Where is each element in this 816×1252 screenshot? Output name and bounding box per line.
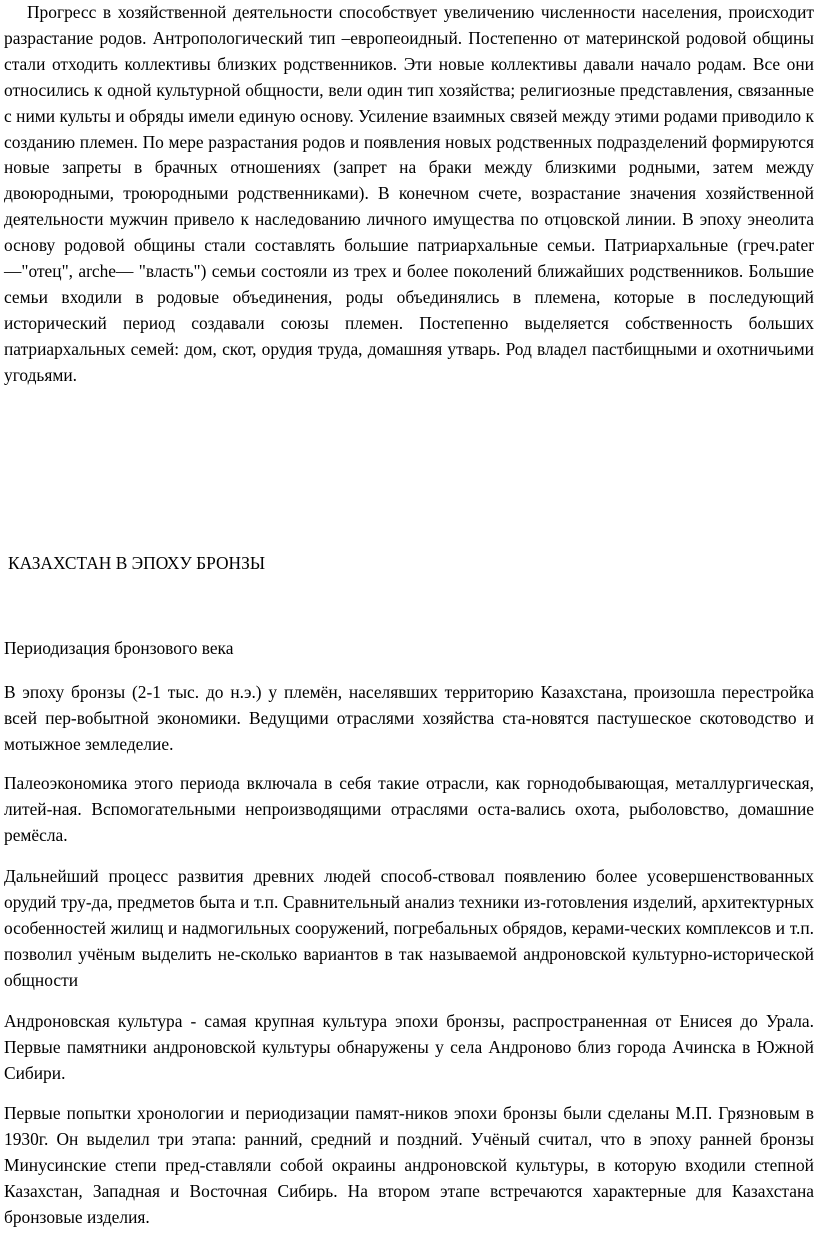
paragraph-bronze-age-economy: В эпоху бронзы (2-1 тыс. до н.э.) у племён, населявших территорию Казахстана, произошла перестройка всей пер-вобытной экономики. Ведущими отраслями хозяйства ста-новятся пастушеское скотоводство и мотыжное земледелие. — [4, 682, 814, 754]
section-title: КАЗАХСТАН В ЭПОХУ БРОНЗЫ — [8, 553, 265, 573]
subsection-title: Периодизация бронзового века — [4, 638, 234, 658]
paragraph-andronovo-culture: Андроновская культура - самая крупная культура эпохи бронзы, распространенная от Енисея до Урала. Первые памятники андроновской культуры обнаружены у села Андроново близ города Ачинска в Южной Сибири. — [4, 1011, 814, 1083]
intro-paragraph: Прогресс в хозяйственной деятельности способствует увеличению численности населения, происходит разрастание родов. Антропологический тип –европеоидный. Постепенно от материнской родовой общины стали отходить коллективы близких родственников. Эти новые коллективы давали начало родам. Все они относились к одной культурной общности, вели один тип хозяйства; религиозные представления, связанные с ними культы и обряды имели единую основу. Усиление взаимных связей между этими родами приводило к созданию племен. По мере разрастания родов и появления новых родственных подразделений формируются новые запреты в брачных отношениях (запрет на браки между близкими родными, затем между двоюродными, троюродными родственниками). В конечном счете, возрастание значения хозяйственной деятельности мужчин привело к наследованию личного имущества по отцовской линии. В эпоху энеолита основу родовой общины стали составлять большие патриархальные семьи. Патриархальные (греч.pater—"отец", arche— "власть") семьи состояли из трех и более поколений ближайших родственников. Большие семьи входили в родовые объединения, роды объединялись в племена, которые в последующий исторический период создавали союзы племен. Постепенно выделяется собственность больших патриархальных семей: дом, скот, орудия труда, домашняя утварь. Род владел пастбищными и охотничьими угодьями. — [4, 2, 814, 385]
paragraph-paleoeconomy: Палеоэкономика этого периода включала в себя такие отрасли, как горнодобывающая, металлургическая, литей-ная. Вспомогательными непроизводящими отраслями оста-вались охота, рыболовство, домашние ремёсла. — [4, 773, 814, 845]
paragraph-development: Дальнейший процесс развития древних людей способ-ствовал появлению более усовершенствованных орудий тру-да, предметов быта и т.п. Сравнительный анализ техники из-готовления изделий, архитектурных особенностей жилищ и надмогильных сооружений, погребальных обрядов, керами-ческих комплексов и т.п. позволил учёным выделить не-сколько вариантов в так называемой андроновской культурно-исторической общности — [4, 866, 814, 990]
paragraph-periodization: Первые попытки хронологии и периодизации памят-ников эпохи бронзы были сделаны М.П. Грязновым в 1930г. Он выделил три этапа: ранний, средний и поздний. Учёный считал, что в эпоху ранней бронзы Минусинские степи пред-ставляли собой окраины андроновской культуры, в которую входили степной Казахстан, Западная и Восточная Сибирь. На втором этапе встречаются характерные для Казахстана бронзовые изделия. — [4, 1103, 814, 1227]
